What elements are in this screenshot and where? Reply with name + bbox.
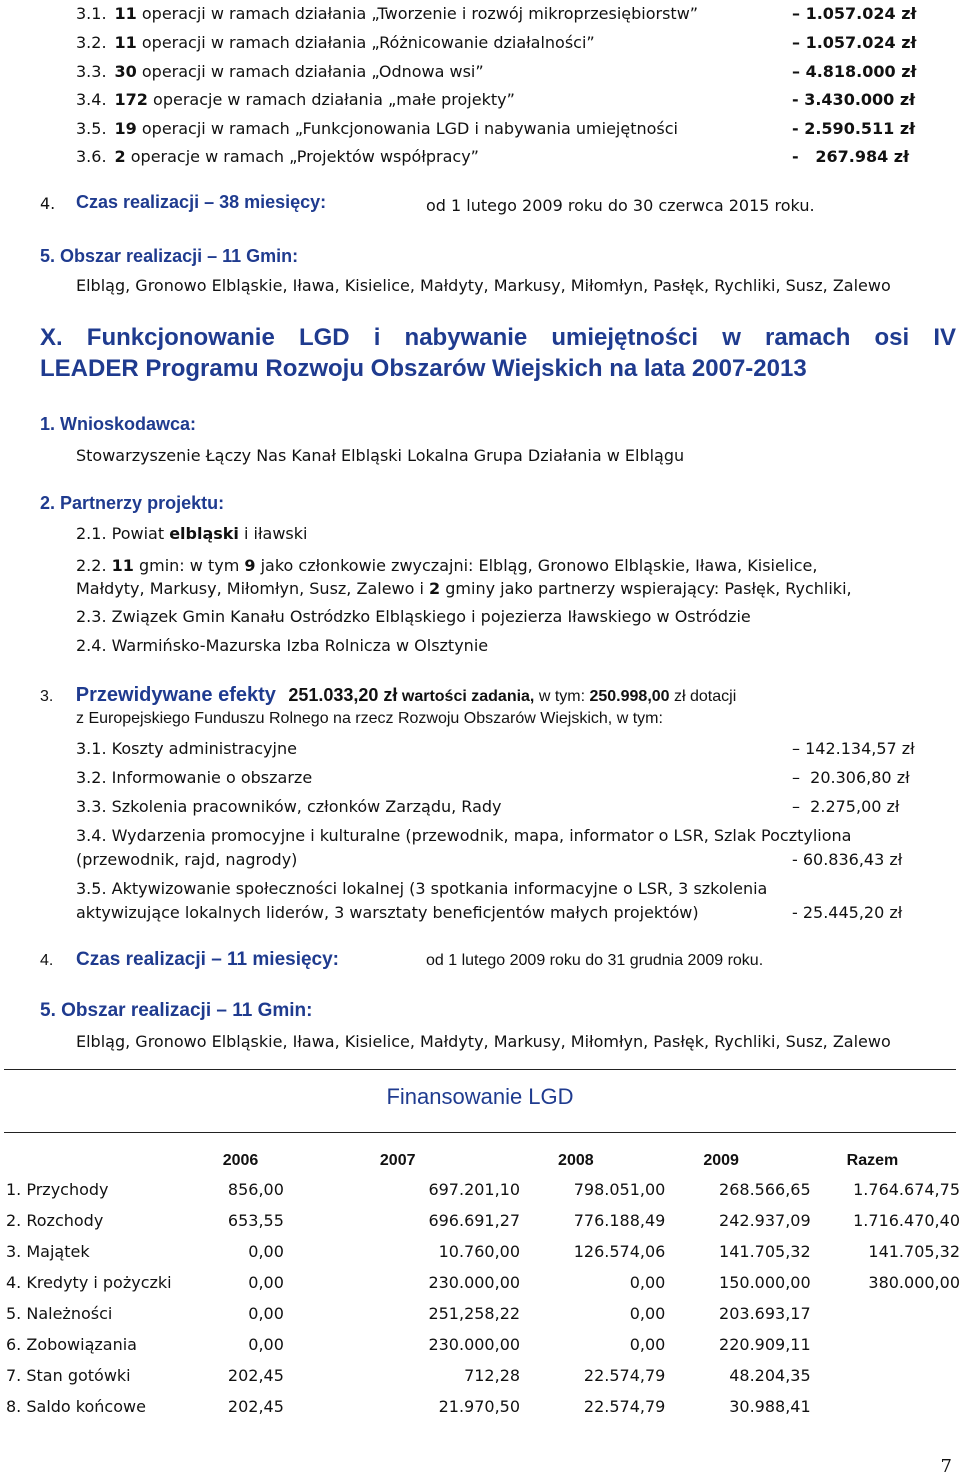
cost-item-label: 3.3. Szkolenia pracowników, członków Zarządu, Rady <box>76 797 502 816</box>
operation-description: operacje w ramach „Projektów współpracy” <box>125 147 479 166</box>
operation-count: 2 <box>114 147 126 166</box>
finance-row-label: 8. Saldo końcowe <box>6 1397 146 1416</box>
finance-row-label: 1. Przychody <box>6 1180 109 1199</box>
realization-time-2-value: od 1 lutego 2009 roku do 31 grudnia 2009 roku. <box>426 952 764 969</box>
finance-cell: 0,00 <box>629 1273 666 1292</box>
operation-number: 3.5. <box>76 119 107 138</box>
finance-row <box>0 1205 960 1236</box>
finance-header-row <box>0 1148 960 1174</box>
finance-cell: 242.937,09 <box>719 1211 811 1230</box>
finance-row <box>0 1174 960 1205</box>
operation-description: operacji w ramach działania „Różnicowanie działalności” <box>136 33 595 52</box>
finance-cell <box>811 1298 960 1329</box>
cost-3-5-amount: - 25.445,20 zł <box>792 903 903 922</box>
realization-time-2-label: Czas realizacji – 11 miesięcy: <box>76 949 340 970</box>
finance-cell: 0,00 <box>248 1273 284 1292</box>
finance-cell: 220.909,11 <box>719 1335 811 1354</box>
cost-3-4-amount: - 60.836,43 zł <box>792 850 903 869</box>
divider-bottom <box>4 1132 956 1133</box>
finance-row <box>0 1360 960 1391</box>
operation-amount: - 2.590.511 zł <box>792 119 916 138</box>
finance-cell: 696.691,27 <box>428 1211 521 1230</box>
cost-item-label: 3.1. Koszty administracyjne <box>76 739 297 758</box>
partner-2-2-line2: Małdyty, Markusy, Miłomłyn, Susz, Zalewo i 2 gminy jako partnerzy wspierający: Pasłęk, Rychliki, <box>76 579 852 598</box>
finance-cell: 150.000,00 <box>719 1273 811 1292</box>
finance-title: Finansowanie LGD <box>386 1084 574 1109</box>
finance-cell: 202,45 <box>227 1397 284 1416</box>
operation-item <box>76 62 484 81</box>
operation-item <box>76 4 698 23</box>
finance-cell: 30.988,41 <box>729 1397 811 1416</box>
finance-cell: 798.051,00 <box>573 1180 666 1199</box>
finance-cell <box>811 1391 960 1422</box>
realization-time-1-value: od 1 lutego 2009 roku do 30 czerwca 2015 roku. <box>426 196 815 215</box>
finance-cell: 203.693,17 <box>719 1304 811 1323</box>
col-razem: Razem <box>846 1152 899 1169</box>
finance-row-label: 4. Kredyty i pożyczki <box>6 1273 172 1292</box>
operation-amount: - 3.430.000 zł <box>792 90 916 109</box>
cost-item-amount: – 2.275,00 zł <box>792 797 900 816</box>
applicant-label: 1. Wnioskodawca: <box>40 414 197 434</box>
operation-item <box>76 90 515 109</box>
effects-line2: z Europejskiego Funduszu Rolnego na rzecz Rozwoju Obszarów Wiejskich, w tym: <box>76 710 663 727</box>
operation-number: 3.1. <box>76 4 107 23</box>
operation-number: 3.4. <box>76 90 107 109</box>
divider-top <box>4 1069 956 1070</box>
finance-cell: 126.574,06 <box>573 1242 666 1261</box>
realization-area-2-label: 5. Obszar realizacji – 11 Gmin: <box>40 1000 313 1021</box>
operation-count: 19 <box>114 119 137 138</box>
section-x-heading-line2: LEADER Programu Rozwoju Obszarów Wiejskich na lata 2007-2013 <box>40 355 807 382</box>
finance-cell: 22.574,79 <box>583 1397 666 1416</box>
operation-number: 3.2. <box>76 33 107 52</box>
finance-cell: 856,00 <box>227 1180 284 1199</box>
cost-3-4-line2: (przewodnik, rajd, nagrody) <box>76 850 298 869</box>
finance-cell: 10.760,00 <box>438 1242 521 1261</box>
partner-2-2-line1: 2.2. 11 gmin: w tym 9 jako członkowie zwyczajni: Elbląg, Gronowo Elbląskie, Iława, Kisielice, <box>76 556 818 575</box>
finance-cell: 141.705,32 <box>868 1242 960 1261</box>
finance-cell: 1.764.674,75 <box>853 1180 960 1199</box>
operation-description: operacji w ramach „Funkcjonowania LGD i nabywania umiejętności <box>136 119 678 138</box>
finance-row-label: 6. Zobowiązania <box>6 1335 137 1354</box>
finance-cell: 0,00 <box>629 1304 666 1323</box>
partner-2-1: 2.1. Powiat elbląski i iławski <box>76 524 308 543</box>
finance-cell: 202,45 <box>227 1366 284 1385</box>
realization-time-2-number: 4. <box>40 952 54 969</box>
finance-cell: 380.000,00 <box>868 1273 960 1292</box>
operation-amount: – 1.057.024 zł <box>792 33 917 52</box>
finance-row <box>0 1236 960 1267</box>
realization-area-1-label: 5. Obszar realizacji – 11 Gmin: <box>40 246 299 266</box>
effects-line1: 3. Przewidywane efekty 251.033,20 zł wartości zadania, w tym: 250.998,00 zł dotacji <box>40 684 737 706</box>
cost-item-amount: – 20.306,80 zł <box>792 768 910 787</box>
cost-item-label: 3.2. Informowanie o obszarze <box>76 768 313 787</box>
partners-label: 2. Partnerzy projektu: <box>40 493 225 513</box>
finance-cell: 0,00 <box>248 1335 284 1354</box>
col-2007: 2007 <box>379 1152 416 1169</box>
finance-cell: 230.000,00 <box>428 1335 521 1354</box>
finance-row <box>0 1329 960 1360</box>
finance-row-label: 3. Majątek <box>6 1242 90 1261</box>
operation-number: 3.6. <box>76 147 107 166</box>
finance-row <box>0 1267 960 1298</box>
finance-table <box>0 1148 960 1422</box>
operation-item <box>76 119 678 138</box>
operation-count: 11 <box>114 33 137 52</box>
cost-3-5-line1: 3.5. Aktywizowanie społeczności lokalnej (3 spotkania informacyjne o LSR, 3 szkolenia <box>76 879 768 898</box>
finance-cell: 21.970,50 <box>438 1397 521 1416</box>
col-2009: 2009 <box>703 1152 739 1169</box>
finance-cell: 268.566,65 <box>719 1180 811 1199</box>
partner-2-3: 2.3. Związek Gmin Kanału Ostródzko Elbląskiego i pojezierza Iławskiego w Ostródzie <box>76 607 751 626</box>
operation-description: operacji w ramach działania „Odnowa wsi” <box>136 62 484 81</box>
finance-cell: 0,00 <box>629 1335 666 1354</box>
operation-item <box>76 147 479 166</box>
cost-item-amount: – 142.134,57 zł <box>792 739 915 758</box>
finance-cell: 230.000,00 <box>428 1273 521 1292</box>
finance-cell: 251,258,22 <box>428 1304 521 1323</box>
realization-area-2-value: Elbląg, Gronowo Elbląskie, Iława, Kisielice, Małdyty, Markusy, Miłomłyn, Pasłęk, Rychliki, Susz, Zalewo <box>76 1032 891 1051</box>
finance-row <box>0 1298 960 1329</box>
operation-count: 11 <box>114 4 137 23</box>
finance-cell: 0,00 <box>248 1304 284 1323</box>
finance-cell: 1.716.470,40 <box>853 1211 960 1230</box>
finance-cell: 653,55 <box>227 1211 284 1230</box>
cost-3-4-line1: 3.4. Wydarzenia promocyjne i kulturalne (przewodnik, mapa, informator o LSR, Szlak Pocztyliona <box>76 826 852 845</box>
page-number: 7 <box>940 1456 952 1477</box>
finance-cell: 697.201,10 <box>428 1180 521 1199</box>
realization-time-1 <box>40 194 55 213</box>
cost-3-5-line2: aktywizujące lokalnych liderów, 3 warsztaty beneficjentów małych projektów) <box>76 903 699 922</box>
partner-2-4: 2.4. Warmińsko-Mazurska Izba Rolnicza w Olsztynie <box>76 636 489 655</box>
finance-cell: 776.188,49 <box>573 1211 666 1230</box>
finance-cell: 22.574,79 <box>583 1366 666 1385</box>
finance-row-label: 2. Rozchody <box>6 1211 104 1230</box>
section-x-heading-line1: X. Funkcjonowanie LGD i nabywanie umiejętności w ramach osi IV <box>40 324 956 351</box>
finance-cell: 712,28 <box>464 1366 521 1385</box>
operation-description: operacji w ramach działania „Tworzenie i rozwój mikroprzesiębiorstw” <box>136 4 699 23</box>
finance-cell <box>811 1360 960 1391</box>
operation-amount: – 1.057.024 zł <box>792 4 917 23</box>
operation-count: 30 <box>114 62 137 81</box>
col-2006: 2006 <box>222 1152 259 1169</box>
applicant-value: Stowarzyszenie Łączy Nas Kanał Elbląski Lokalna Grupa Działania w Elblągu <box>76 446 685 465</box>
finance-cell: 141.705,32 <box>719 1242 811 1261</box>
realization-area-1-value: Elbląg, Gronowo Elbląskie, Iława, Kisielice, Małdyty, Markusy, Miłomłyn, Pasłęk, Rychliki, Susz, Zalewo <box>76 276 891 295</box>
operation-amount: - 267.984 zł <box>792 147 910 166</box>
realization-time-1-label: Czas realizacji – 38 miesięcy: <box>76 192 327 212</box>
col-2008: 2008 <box>558 1152 594 1169</box>
finance-row <box>0 1391 960 1422</box>
finance-cell: 0,00 <box>248 1242 284 1261</box>
finance-cell <box>811 1329 960 1360</box>
finance-cell: 48.204,35 <box>729 1366 811 1385</box>
finance-row-label: 5. Należności <box>6 1304 113 1323</box>
operation-description: operacje w ramach działania „małe projekty” <box>147 90 515 109</box>
operation-item <box>76 33 595 52</box>
item-number: 4. <box>40 194 56 213</box>
finance-row-label: 7. Stan gotówki <box>6 1366 131 1385</box>
operation-amount: – 4.818.000 zł <box>792 62 917 81</box>
operation-count: 172 <box>114 90 148 109</box>
operation-number: 3.3. <box>76 62 107 81</box>
